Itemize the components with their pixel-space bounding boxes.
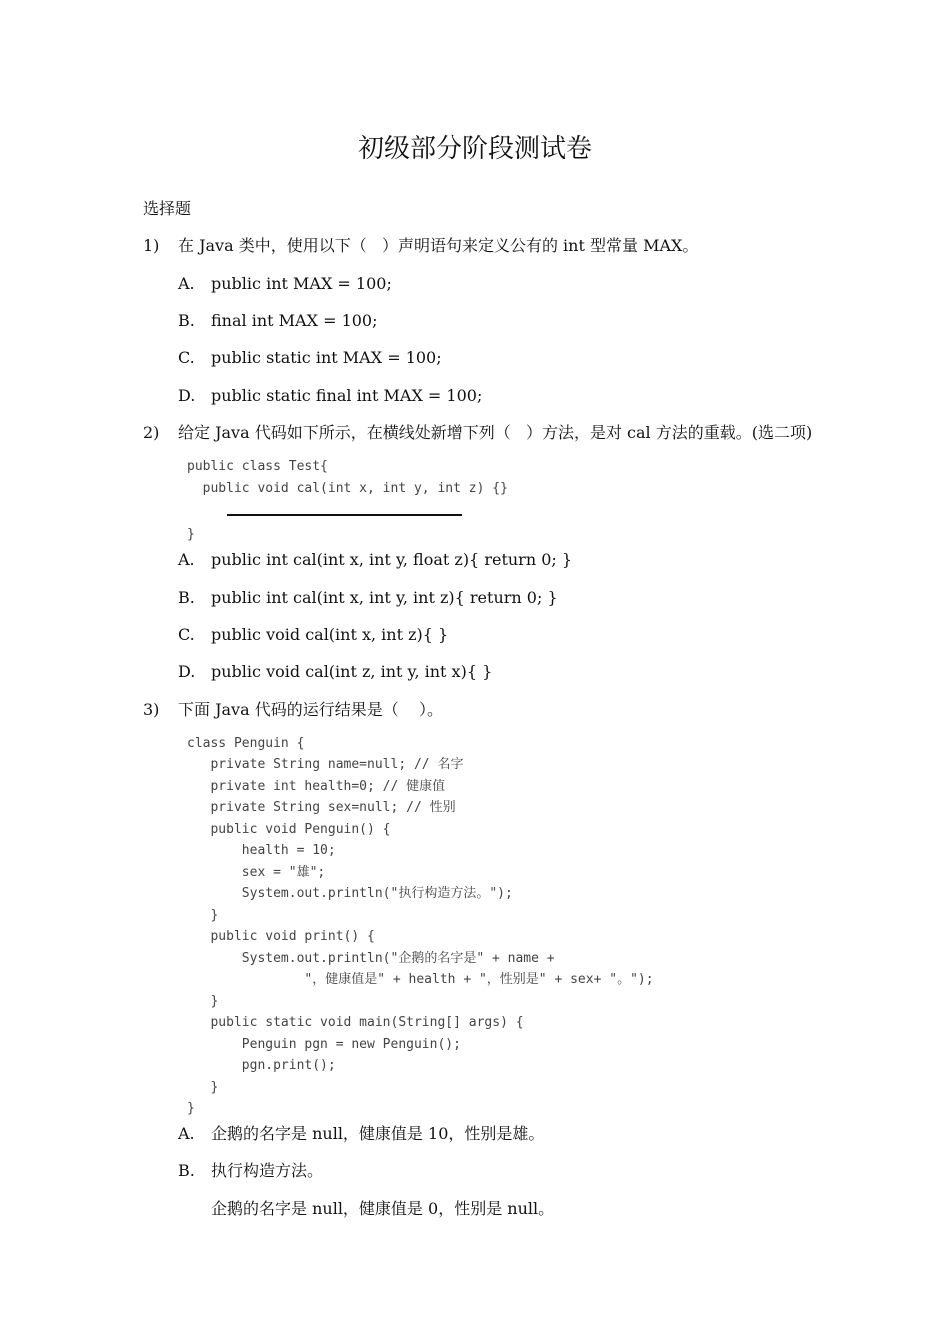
option-text: public void cal(int x, int z){ } [211, 625, 449, 644]
option-text: public int cal(int x, int y, float z){ return 0; } [211, 550, 573, 569]
code-line: } [187, 1101, 195, 1116]
question-text: 下面 Java 代码的运行结果是（ ）。 [178, 700, 444, 719]
code-line: public void print() { [187, 929, 375, 944]
question-number: 3) [143, 700, 160, 719]
option-text: public static int MAX = 100; [211, 348, 442, 367]
code-line: public void cal(int x, int y, int z) {} [187, 481, 508, 496]
option-text: 企鹅的名字是 null，健康值是 10，性别是雄。 [211, 1124, 545, 1143]
code-line: class Penguin { [187, 736, 305, 751]
option-text: public void cal(int z, int y, int x){ } [211, 662, 493, 681]
code-line: Penguin pgn = new Penguin(); [187, 1037, 461, 1052]
question-number: 1) [143, 236, 160, 255]
code-line: private String name=null; // 名字 [187, 757, 464, 772]
option-text: final int MAX = 100; [211, 311, 378, 330]
code-line: } [187, 1080, 219, 1095]
question-text: 在 Java 类中，使用以下（ ）声明语句来定义公有的 int 型常量 MAX。 [178, 236, 699, 255]
code-line: public static void main(String[] args) { [187, 1015, 524, 1030]
option-label: A. [178, 550, 195, 569]
option-label: B. [178, 1161, 195, 1180]
code-line: public void Penguin() { [187, 822, 391, 837]
option-text: public int cal(int x, int y, int z){ return 0; } [211, 588, 558, 607]
code-line: private String sex=null; // 性别 [187, 800, 456, 815]
option-text: 执行构造方法。 [211, 1161, 324, 1180]
code-line: health = 10; [187, 843, 336, 858]
option-text: public static final int MAX = 100; [211, 386, 483, 405]
page-title: 初级部分阶段测试卷 [357, 134, 592, 164]
code-line: System.out.println("执行构造方法。"); [187, 886, 513, 901]
option-label: A. [178, 1124, 195, 1143]
code-line: pgn.print(); [187, 1058, 336, 1073]
option-label: C. [178, 625, 195, 644]
code-line: private int health=0; // 健康值 [187, 779, 446, 794]
option-text-continued: 企鹅的名字是 null，健康值是 0，性别是 null。 [211, 1199, 555, 1218]
code-line: System.out.println("企鹅的名字是" + name + [187, 951, 555, 966]
code-line: public class Test{ [187, 459, 328, 474]
option-label: B. [178, 311, 195, 330]
option-label: D. [178, 662, 196, 681]
section-heading: 选择题 [143, 199, 192, 218]
question-text: 给定 Java 代码如下所示，在横线处新增下列（ ）方法，是对 cal 方法的重载。(选二项) [178, 423, 813, 442]
option-label: D. [178, 386, 196, 405]
code-line: } [187, 908, 219, 923]
code-line: } [187, 994, 219, 1009]
code-line: } [187, 527, 195, 542]
option-label: A. [178, 274, 195, 293]
option-text: public int MAX = 100; [211, 274, 392, 293]
option-label: B. [178, 588, 195, 607]
question-number: 2) [143, 423, 160, 442]
code-line: sex = "雄"; [187, 865, 326, 880]
fill-in-blank-line [227, 514, 462, 516]
code-line: "，健康值是" + health + "，性别是" + sex+ "。"); [187, 972, 654, 987]
option-label: C. [178, 348, 195, 367]
